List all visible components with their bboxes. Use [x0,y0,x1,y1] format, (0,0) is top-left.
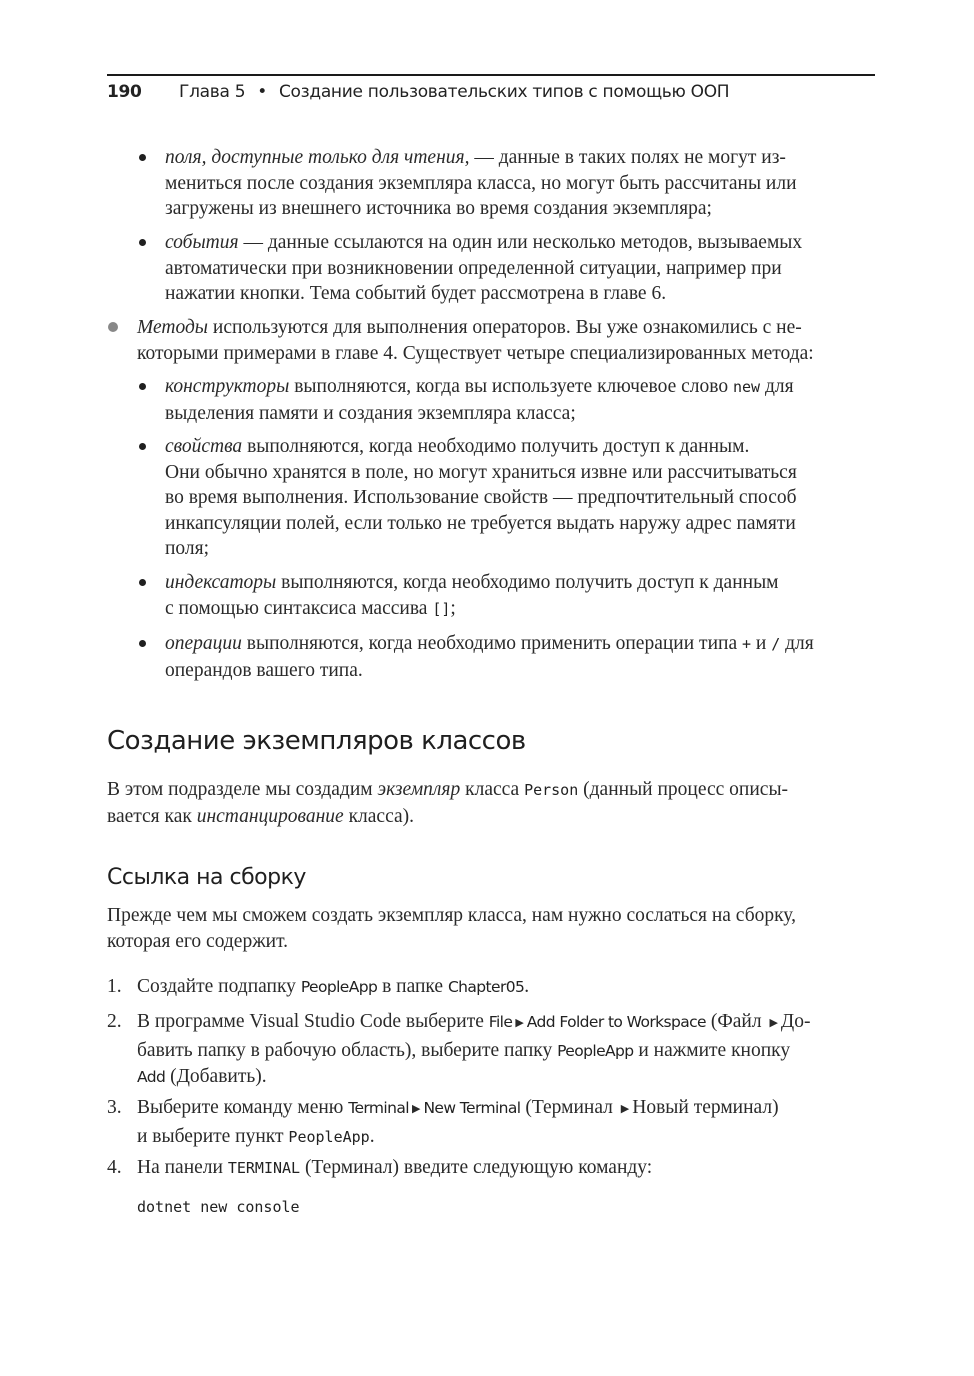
term: события [165,232,239,253]
text: выполняются, когда необходимо получить доступ к данным. [242,436,750,457]
text: используются для выполнения операторов. Вы уже ознакомились с не- [208,317,802,338]
code-class-name: Person [524,781,579,799]
code-plus: + [741,635,752,653]
text: мениться после создания экземпляра класса, но могут быть рассчитаны или [165,172,797,194]
running-head [107,82,875,106]
bullet-icon [139,383,146,390]
section-paragraph [107,777,875,829]
list-item-indexers [165,570,875,622]
list-item-constructors [165,374,875,426]
text: поля; [165,538,210,559]
text: операндов вашего типа. [165,659,363,681]
header-rule [107,74,875,76]
text: класса [460,779,525,800]
code-block: dotnet new console [137,1198,300,1216]
text: (Файл [705,1011,767,1032]
step-4 [137,1155,875,1182]
text: и выберите пункт [137,1125,289,1147]
bullet-icon [139,579,146,586]
step-number: 3. [107,1097,122,1118]
term: поля, доступные только для чтения, [165,147,470,168]
header-separator: • [257,82,267,102]
ui-menu-item: Terminal [348,1099,409,1117]
ui-menu-item: File [488,1013,513,1031]
term: свойства [165,436,243,457]
text: инкапсуляции полей, если только не требуется выдать наружу адрес памяти [165,512,796,534]
text: На панели [137,1157,228,1178]
text: и [751,633,772,654]
text: выделения памяти и создания экземпляра класса; [165,402,576,424]
ui-folder-name: PeopleApp [300,978,378,996]
menu-arrow-icon: ▶ [515,1017,524,1029]
text: для [780,633,814,654]
code-keyword: new [733,378,761,396]
ui-menu-item: Add Folder to Workspace [526,1013,706,1031]
bullet-icon [139,443,146,450]
text: в папке [377,976,448,997]
bullet-icon [139,154,146,161]
list-item-readonly-fields [165,145,875,222]
step-2 [137,1009,875,1091]
list-item-events [165,230,875,307]
list-item-properties [165,434,875,562]
ui-folder-name: Chapter05 [447,978,525,996]
term: инстанцирование [196,805,344,827]
text: ; [450,597,456,619]
text: автоматически при возникновении определенной ситуации, например при [165,257,782,279]
code-slash: / [771,635,781,653]
ui-folder-name: PeopleApp [557,1041,634,1060]
text: вается как [107,805,197,827]
text: . [524,976,530,997]
ui-button-name: Add [137,1068,166,1086]
chapter-label: Глава 5 [179,82,246,102]
text: (Терминал [520,1097,618,1118]
menu-arrow-icon: ▶ [620,1103,630,1115]
text: нажатии кнопки. Тема событий будет рассмотрена в главе 6. [165,283,667,304]
text: Создайте подпапку [137,976,301,997]
text: бавить папку в рабочую область), выберите папку [137,1039,558,1061]
term: конструкторы [165,376,290,397]
code-project-name: PeopleApp [288,1127,370,1146]
text: для [760,376,794,397]
step-number: 4. [107,1157,122,1178]
section-heading: Создание экземпляров классов [107,726,526,756]
chapter-title: Создание пользовательских типов с помощью ООП [278,82,730,102]
text: — данные ссылаются на один или несколько методов, вызываемых [238,232,803,253]
text: Прежде чем мы сможем создать экземпляр класса, нам нужно сослаться на сборку, [107,905,796,926]
text: Выберите команду меню [137,1097,349,1118]
list-item-operators [165,631,875,683]
step-1 [137,974,875,1001]
code-brackets: [] [432,599,451,618]
step-number: 1. [107,976,122,997]
bullet-icon [108,322,118,332]
term: операции [165,633,242,654]
text: — данные в таких полях не могут из- [469,147,786,168]
menu-arrow-icon: ▶ [769,1017,778,1029]
text: с помощью синтаксиса массива [165,597,433,619]
subsection-heading: Ссылка на сборку [107,865,306,890]
subsection-paragraph [107,903,875,954]
text: которая его содержит. [107,930,289,952]
ui-menu-item: New Terminal [423,1099,521,1117]
step-number: 2. [107,1011,122,1032]
page-number: 190 [107,82,142,102]
term: Методы [137,317,209,338]
text: выполняются, когда необходимо применить операции типа [241,633,742,654]
list-item-methods [137,315,875,366]
ui-panel-name: TERMINAL [227,1159,301,1177]
text: (данный процесс описы- [578,779,789,800]
text: которыми примерами в главе 4. Существует четыре специализированных метода: [137,342,814,364]
bullet-icon [139,239,146,246]
text: выполняются, когда необходимо получить доступ к данным [276,572,779,593]
text: (Терминал) введите следующую команду: [300,1157,653,1178]
term: индексаторы [165,572,277,593]
text: во время выполнения. Использование свойств — предпочтительный способ [165,487,797,508]
text: В этом подразделе мы создадим [107,779,378,800]
step-3 [137,1095,875,1150]
text: загружены из внешнего источника во время создания экземпляра; [165,198,712,219]
text: В программе Visual Studio Code выберите [137,1011,489,1032]
bullet-icon [139,640,146,647]
text: Новый терминал) [632,1097,779,1118]
text: (Добавить). [165,1066,267,1087]
text: выполняются, когда вы используете ключевое слово [289,376,733,397]
text: Они обычно хранятся в поле, но могут храниться извне или рассчитываться [165,461,797,483]
menu-arrow-icon: ▶ [411,1103,421,1115]
text: класса). [343,805,414,827]
text: и нажмите кнопку [633,1039,791,1061]
term: экземпляр [377,779,461,800]
text: . [369,1125,375,1147]
text: До- [780,1011,811,1032]
